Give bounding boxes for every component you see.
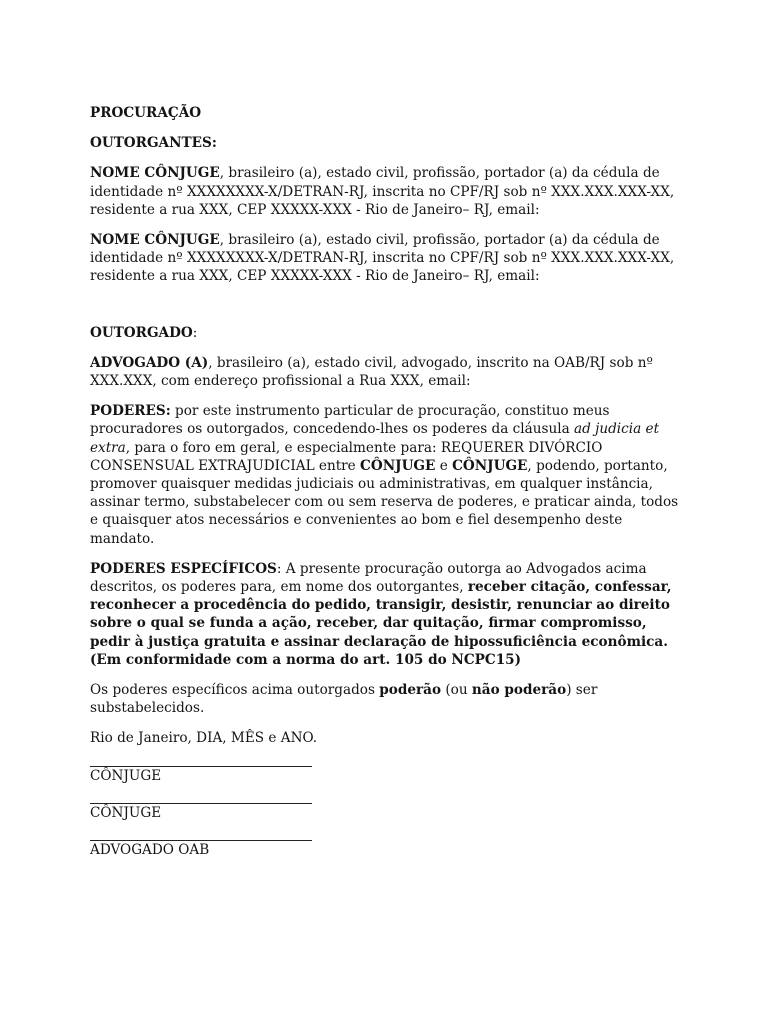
outorgantes-heading-text: OUTORGANTES: [90, 135, 217, 152]
poderes-especificos-bold: receber citação, confessar, reconhecer a procedência do pedido, transigir, desistir, renunciar ao direito sobre o qual se funda a ação, receber, dar quitação, firmar compromisso, pedir à justiça gratuita e assinar declaração de hipossuficiência econômica. (Em conformidade com a norma do art. 105 do NCPC15) [90, 579, 672, 668]
outorgante-name: NOME CÔNJUGE [90, 165, 220, 182]
poderes-label: PODERES: [90, 403, 171, 420]
poderes-especificos-label: PODERES ESPECÍFICOS [90, 560, 277, 577]
poderes-text-1: por este instrumento particular de procuração, constituo meus procuradores os outorgados, concedendo-lhes os poderes da cláusula [90, 403, 610, 438]
poderes-paragraph [90, 402, 682, 548]
poderes-text-2: , para o foro em geral, e especialmente para: REQUERER DIVÓRCIO CONSENSUAL EXTRAJUDICIAL entre [90, 439, 603, 474]
signature-name: ADVOGADO OAB [90, 842, 210, 859]
poderes-spouse-1: CÔNJUGE [360, 457, 436, 474]
signature-name: CÔNJUGE [90, 767, 162, 784]
substabelecimento-text-1: Os poderes específicos acima outorgados [90, 682, 380, 699]
outorgante-name: NOME CÔNJUGE [90, 232, 220, 249]
outorgado-name: ADVOGADO (A) [90, 354, 209, 371]
outorgante-details: , brasileiro (a), estado civil, profissão, portador (a) da cédula de identidade nº XXXXXXXX-X/DETRAN-RJ, inscrita no CPF/RJ sob nº XXX.XXX.XXX-XX, residente a rua XXX, CEP XXXXX-XXX - Rio de Janeiro– RJ, email: [90, 165, 675, 218]
outorgante-paragraph-1 [90, 164, 682, 219]
outorgado-heading-text: OUTORGADO [90, 324, 193, 341]
poderes-spouse-2: CÔNJUGE [452, 457, 528, 474]
signature-block-1 [90, 766, 682, 785]
place-date: Rio de Janeiro, DIA, MÊS e ANO. [90, 730, 318, 747]
poderes-conjunction: e [435, 457, 453, 474]
outorgado-details: , brasileiro (a), estado civil, advogado, inscrito na OAB/RJ sob nº XXX.XXX, com endereço profissional a Rua XXX, email: [90, 354, 653, 390]
substabelecimento-text-2: (ou [441, 682, 472, 699]
outorgantes-heading [90, 134, 682, 152]
title-text: PROCURAÇÃO [90, 105, 202, 121]
signature-block-3 [90, 840, 682, 859]
substabelecimento-bold-1: poderão [379, 682, 442, 699]
poderes-text-3: , podendo, portanto, promover quaisquer medidas judiciais ou administrativas, em qualquer instância, assinar termo, substabelecer com ou sem reserva de poderes, e praticar ainda, todos e quaisquer atos necessários e convenientes ao bom e fiel desempenho deste mandato. [90, 457, 679, 547]
signature-name: CÔNJUGE [90, 804, 162, 821]
document-body [90, 104, 682, 859]
outorgante-paragraph-2 [90, 231, 682, 286]
poderes-especificos-paragraph [90, 560, 682, 669]
substabelecimento-bold-2: não poderão [471, 682, 567, 699]
document-title [90, 104, 682, 122]
outorgado-heading-colon: : [192, 324, 198, 341]
poderes-italic-clause: ad judicia et extra [90, 421, 660, 456]
substabelecimento-paragraph [90, 681, 682, 717]
poderes-especificos-text: : A presente procuração outorga ao Advogados acima descritos, os poderes para, em nome dos outorgantes, [90, 560, 647, 596]
outorgante-details: , brasileiro (a), estado civil, profissão, portador (a) da cédula de identidade nº XXXXXXXX-X/DETRAN-RJ, inscrita no CPF/RJ sob nº XXX.XXX.XXX-XX, residente a rua XXX, CEP XXXXX-XXX - Rio de Janeiro– RJ, email: [90, 232, 675, 285]
signature-block-2 [90, 803, 682, 822]
outorgado-heading [90, 324, 682, 342]
outorgado-paragraph [90, 354, 682, 390]
substabelecimento-text-3: ) ser substabelecidos. [90, 682, 598, 717]
